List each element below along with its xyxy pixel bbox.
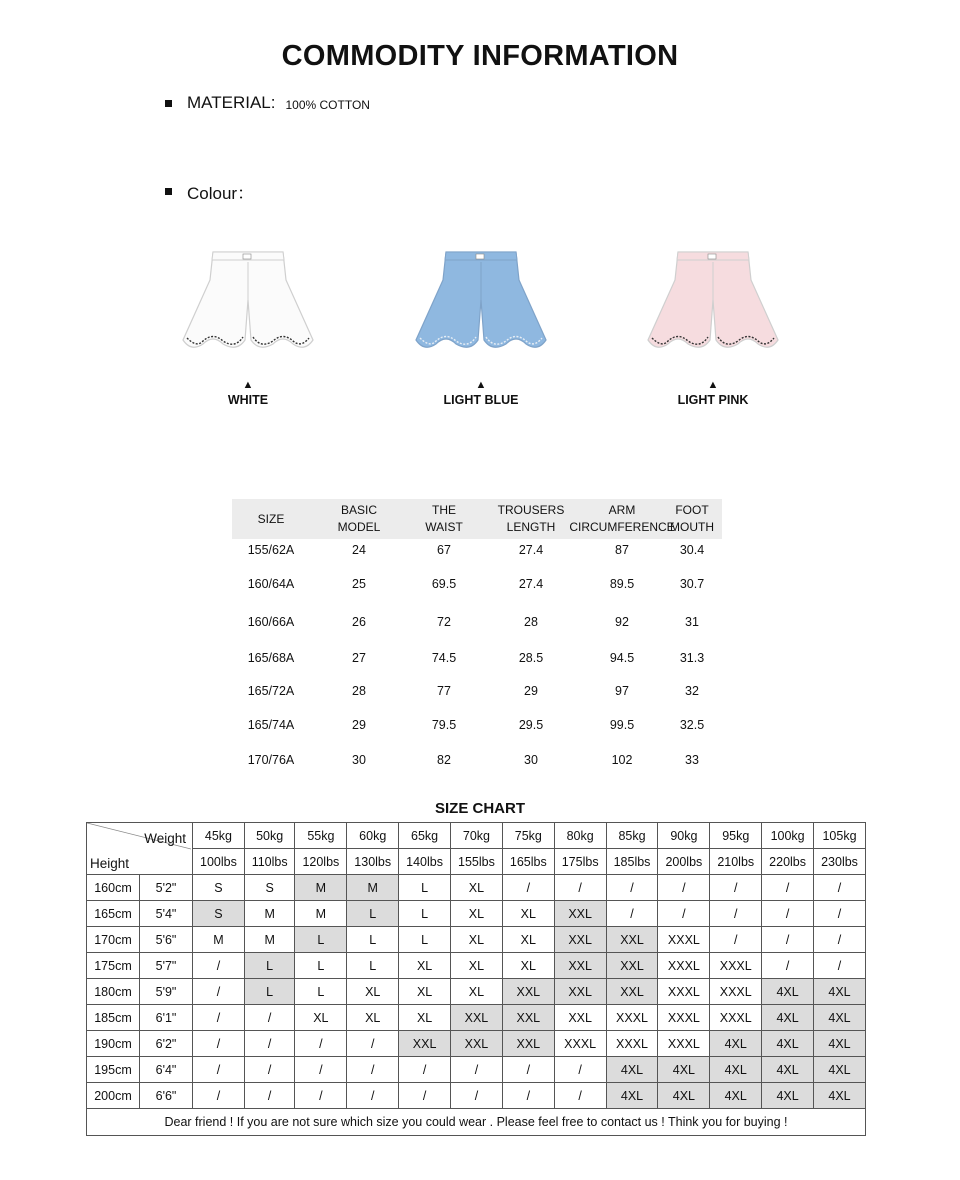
up-arrow-icon: ▲: [242, 379, 254, 391]
size-cell: L: [295, 979, 347, 1005]
height-ft: 6'1": [140, 1005, 193, 1031]
colour-label: Colour：: [187, 184, 255, 203]
size-cell: /: [658, 901, 710, 927]
size-chart: [86, 822, 866, 1136]
material-label: MATERIAL:: [187, 93, 276, 112]
size-cell: XXL: [502, 979, 554, 1005]
size-cell: XL: [347, 1005, 399, 1031]
size-cell: XXXL: [710, 979, 762, 1005]
size-cell: /: [193, 979, 245, 1005]
size-cell: /: [193, 1057, 245, 1083]
size-cell: S: [193, 875, 245, 901]
measurement-cell: 165/68A: [247, 651, 295, 665]
size-cell: XXL: [606, 927, 658, 953]
size-cell: L: [347, 953, 399, 979]
measurement-cell: 31.3: [679, 651, 705, 665]
size-cell: 4XL: [710, 1057, 762, 1083]
measurement-header: [232, 499, 722, 539]
size-cell: XL: [399, 953, 451, 979]
measurement-cell: 27.4: [518, 577, 544, 591]
size-chart-footer: Dear friend ! If you are not sure which size you could wear . Please feel free to contact us ! Think you for buying !: [87, 1109, 866, 1136]
shorts-image: [638, 240, 788, 370]
height-cm: 200cm: [87, 1083, 140, 1109]
weight-kg-header: 45kg: [193, 823, 245, 849]
size-chart-row: [87, 875, 866, 901]
measurement-cell: 31: [685, 615, 699, 629]
size-cell: /: [295, 1031, 347, 1057]
size-cell: 4XL: [814, 979, 866, 1005]
measurement-cell: 99.5: [609, 718, 635, 732]
size-cell: 4XL: [606, 1057, 658, 1083]
size-cell: /: [502, 1083, 554, 1109]
height-ft: 6'6": [140, 1083, 193, 1109]
size-cell: /: [193, 1083, 245, 1109]
measurement-row: [232, 543, 722, 557]
size-cell: 4XL: [762, 979, 814, 1005]
size-cell: XL: [347, 979, 399, 1005]
size-cell: 4XL: [814, 1057, 866, 1083]
height-ft: 6'4": [140, 1057, 193, 1083]
colour-row: [165, 179, 254, 204]
measurement-header-cell: TROUSERS LENGTH: [497, 503, 565, 534]
colour-swatch[interactable]: [396, 240, 566, 407]
measurement-row: [232, 684, 722, 698]
measurement-cell: 29: [352, 718, 366, 732]
size-cell: /: [814, 927, 866, 953]
size-cell: XXXL: [606, 1005, 658, 1031]
size-cell: /: [451, 1057, 503, 1083]
size-cell: XXL: [451, 1005, 503, 1031]
size-cell: L: [347, 901, 399, 927]
measurement-cell: 160/64A: [247, 577, 295, 591]
weight-lbs-header: 120lbs: [295, 849, 347, 875]
size-chart-row: [87, 1031, 866, 1057]
size-chart-kg-row: [87, 823, 866, 849]
measurement-cell: 32: [685, 684, 699, 698]
size-cell: XL: [502, 927, 554, 953]
weight-lbs-header: 200lbs: [658, 849, 710, 875]
measurement-cell: 87: [615, 543, 629, 557]
weight-label: Weight: [144, 831, 186, 846]
height-cm: 190cm: [87, 1031, 140, 1057]
size-cell: /: [762, 953, 814, 979]
weight-height-corner: [87, 823, 193, 875]
up-arrow-icon: ▲: [707, 379, 719, 391]
size-cell: 4XL: [814, 1031, 866, 1057]
measurement-cell: 102: [611, 753, 633, 767]
size-cell: /: [554, 1083, 606, 1109]
size-cell: L: [347, 927, 399, 953]
size-chart-row: [87, 1005, 866, 1031]
weight-kg-header: 75kg: [502, 823, 554, 849]
measurement-cell: 29: [524, 684, 538, 698]
size-cell: XXXL: [710, 1005, 762, 1031]
size-cell: /: [762, 875, 814, 901]
size-chart-title: SIZE CHART: [435, 800, 525, 817]
size-cell: XL: [451, 927, 503, 953]
size-chart-footer-row: [87, 1109, 866, 1136]
measurement-cell: 89.5: [609, 577, 635, 591]
measurement-row: [232, 651, 722, 665]
size-cell: XXXL: [658, 979, 710, 1005]
height-ft: 5'4": [140, 901, 193, 927]
measurement-cell: 165/74A: [247, 718, 295, 732]
size-chart-row: [87, 1057, 866, 1083]
size-cell: /: [451, 1083, 503, 1109]
height-cm: 175cm: [87, 953, 140, 979]
size-cell: XXL: [554, 1005, 606, 1031]
bullet-icon: [165, 188, 172, 195]
size-cell: XL: [451, 875, 503, 901]
size-cell: /: [554, 875, 606, 901]
height-cm: 170cm: [87, 927, 140, 953]
weight-lbs-header: 230lbs: [814, 849, 866, 875]
height-cm: 165cm: [87, 901, 140, 927]
measurement-cell: 30.7: [679, 577, 705, 591]
size-cell: XXL: [451, 1031, 503, 1057]
size-chart-row: [87, 901, 866, 927]
up-arrow-icon: ▲: [475, 379, 487, 391]
measurement-cell: 170/76A: [247, 753, 295, 767]
size-cell: XL: [295, 1005, 347, 1031]
size-cell: /: [347, 1057, 399, 1083]
shorts-image: [406, 240, 556, 370]
size-cell: /: [193, 1005, 245, 1031]
size-cell: XL: [399, 1005, 451, 1031]
measurement-cell: 69.5: [431, 577, 457, 591]
size-cell: /: [193, 1031, 245, 1057]
size-cell: XXXL: [606, 1031, 658, 1057]
size-cell: XL: [451, 979, 503, 1005]
size-cell: XXL: [399, 1031, 451, 1057]
size-cell: XL: [502, 901, 554, 927]
size-cell: 4XL: [762, 1005, 814, 1031]
size-cell: /: [814, 953, 866, 979]
size-cell: 4XL: [606, 1083, 658, 1109]
size-cell: 4XL: [658, 1057, 710, 1083]
size-cell: XXL: [554, 901, 606, 927]
shorts-image: [173, 240, 323, 370]
size-chart-row: [87, 953, 866, 979]
measurement-cell: 74.5: [431, 651, 457, 665]
size-cell: 4XL: [710, 1031, 762, 1057]
size-cell: XXL: [554, 953, 606, 979]
size-cell: 4XL: [710, 1083, 762, 1109]
weight-lbs-header: 110lbs: [244, 849, 295, 875]
measurement-table: [232, 499, 722, 767]
measurement-cell: 77: [437, 684, 451, 698]
size-cell: XXL: [554, 927, 606, 953]
measurement-cell: 27: [352, 651, 366, 665]
height-ft: 5'6": [140, 927, 193, 953]
size-cell: /: [244, 1031, 295, 1057]
weight-kg-header: 50kg: [244, 823, 295, 849]
measurement-cell: 160/66A: [247, 615, 295, 629]
measurement-row: [232, 577, 722, 591]
measurement-row: [232, 615, 722, 629]
size-cell: /: [244, 1057, 295, 1083]
weight-lbs-header: 100lbs: [193, 849, 245, 875]
size-cell: XL: [451, 953, 503, 979]
size-cell: M: [347, 875, 399, 901]
weight-kg-header: 95kg: [710, 823, 762, 849]
height-cm: 185cm: [87, 1005, 140, 1031]
size-cell: S: [244, 875, 295, 901]
size-cell: /: [295, 1057, 347, 1083]
weight-lbs-header: 210lbs: [710, 849, 762, 875]
weight-lbs-header: 220lbs: [762, 849, 814, 875]
size-cell: S: [193, 901, 245, 927]
size-cell: /: [193, 953, 245, 979]
size-cell: XXXL: [710, 953, 762, 979]
size-cell: L: [244, 953, 295, 979]
size-cell: M: [244, 927, 295, 953]
measurement-cell: 24: [352, 543, 366, 557]
size-cell: L: [399, 927, 451, 953]
weight-kg-header: 65kg: [399, 823, 451, 849]
measurement-cell: 92: [615, 615, 629, 629]
measurement-cell: 165/72A: [247, 684, 295, 698]
colour-swatch[interactable]: [628, 240, 798, 407]
size-cell: /: [658, 875, 710, 901]
height-label: Height: [90, 856, 130, 871]
measurement-row: [232, 718, 722, 732]
colour-swatch[interactable]: [163, 240, 333, 407]
size-cell: 4XL: [814, 1005, 866, 1031]
size-cell: /: [347, 1031, 399, 1057]
measurement-cell: 25: [352, 577, 366, 591]
size-cell: XXL: [502, 1031, 554, 1057]
weight-kg-header: 80kg: [554, 823, 606, 849]
size-cell: /: [606, 875, 658, 901]
size-cell: M: [295, 875, 347, 901]
size-cell: M: [193, 927, 245, 953]
measurement-cell: 32.5: [679, 718, 705, 732]
weight-kg-header: 90kg: [658, 823, 710, 849]
colour-name: LIGHT PINK: [677, 393, 749, 407]
size-cell: 4XL: [762, 1083, 814, 1109]
size-cell: /: [502, 875, 554, 901]
size-cell: XXXL: [554, 1031, 606, 1057]
measurement-header-cell: BASIC MODEL: [337, 503, 381, 534]
measurement-cell: 28: [352, 684, 366, 698]
measurement-cell: 33: [685, 753, 699, 767]
weight-lbs-header: 155lbs: [451, 849, 503, 875]
height-cm: 195cm: [87, 1057, 140, 1083]
measurement-header-cell: THE WAIST: [425, 503, 463, 534]
measurement-cell: 97: [615, 684, 629, 698]
size-cell: XL: [399, 979, 451, 1005]
weight-kg-header: 60kg: [347, 823, 399, 849]
size-cell: /: [502, 1057, 554, 1083]
measurement-cell: 82: [437, 753, 451, 767]
size-cell: /: [606, 901, 658, 927]
colour-name: LIGHT BLUE: [443, 393, 519, 407]
size-chart-row: [87, 1083, 866, 1109]
weight-kg-header: 85kg: [606, 823, 658, 849]
measurement-cell: 30: [352, 753, 366, 767]
weight-kg-header: 70kg: [451, 823, 503, 849]
size-cell: /: [762, 927, 814, 953]
size-cell: XL: [451, 901, 503, 927]
size-cell: M: [244, 901, 295, 927]
measurement-cell: 30.4: [679, 543, 705, 557]
height-cm: 160cm: [87, 875, 140, 901]
measurement-cell: 72: [437, 615, 451, 629]
measurement-row: [232, 753, 722, 767]
size-cell: /: [244, 1005, 295, 1031]
measurement-cell: 29.5: [518, 718, 544, 732]
weight-lbs-header: 185lbs: [606, 849, 658, 875]
size-cell: 4XL: [762, 1057, 814, 1083]
height-ft: 5'2": [140, 875, 193, 901]
measurement-cell: 27.4: [518, 543, 544, 557]
size-cell: /: [814, 901, 866, 927]
measurement-cell: 28.5: [518, 651, 544, 665]
weight-kg-header: 105kg: [814, 823, 866, 849]
measurement-cell: 26: [352, 615, 366, 629]
measurement-cell: 79.5: [431, 718, 457, 732]
measurement-cell: 28: [524, 615, 538, 629]
height-ft: 5'9": [140, 979, 193, 1005]
size-cell: XXL: [502, 1005, 554, 1031]
size-chart-row: [87, 979, 866, 1005]
size-cell: /: [710, 875, 762, 901]
size-cell: XXXL: [658, 953, 710, 979]
weight-lbs-header: 165lbs: [502, 849, 554, 875]
measurement-cell: 94.5: [609, 651, 635, 665]
size-cell: /: [295, 1083, 347, 1109]
weight-lbs-header: 140lbs: [399, 849, 451, 875]
size-cell: XL: [502, 953, 554, 979]
measurement-cell: 67: [437, 543, 451, 557]
size-cell: L: [295, 953, 347, 979]
size-cell: 4XL: [658, 1083, 710, 1109]
size-chart-lbs-row: [87, 849, 866, 875]
size-cell: XXL: [554, 979, 606, 1005]
material-value: 100% COTTON: [285, 97, 370, 112]
size-cell: /: [554, 1057, 606, 1083]
height-ft: 6'2": [140, 1031, 193, 1057]
size-cell: XXL: [606, 979, 658, 1005]
size-cell: XXXL: [658, 1031, 710, 1057]
size-cell: 4XL: [814, 1083, 866, 1109]
size-cell: /: [244, 1083, 295, 1109]
size-cell: XXXL: [658, 927, 710, 953]
height-ft: 5'7": [140, 953, 193, 979]
page-title: COMMODITY INFORMATION: [281, 40, 679, 72]
weight-kg-header: 55kg: [295, 823, 347, 849]
measurement-header-cell: ARM CIRCUMFERENCE: [569, 503, 675, 534]
size-cell: /: [399, 1057, 451, 1083]
size-cell: /: [399, 1083, 451, 1109]
measurement-cell: 30: [524, 753, 538, 767]
bullet-icon: [165, 100, 172, 107]
weight-lbs-header: 130lbs: [347, 849, 399, 875]
size-cell: /: [814, 875, 866, 901]
size-cell: L: [399, 875, 451, 901]
size-cell: XXXL: [658, 1005, 710, 1031]
size-cell: XXL: [606, 953, 658, 979]
size-chart-row: [87, 927, 866, 953]
size-cell: L: [295, 927, 347, 953]
size-cell: /: [710, 901, 762, 927]
weight-kg-header: 100kg: [762, 823, 814, 849]
size-cell: /: [347, 1083, 399, 1109]
material-row: [165, 93, 370, 113]
size-cell: L: [244, 979, 295, 1005]
measurement-header-cell: FOOT MOUTH: [670, 503, 714, 534]
measurement-header-cell: SIZE: [257, 511, 285, 526]
size-cell: /: [762, 901, 814, 927]
size-cell: /: [710, 927, 762, 953]
size-cell: M: [295, 901, 347, 927]
weight-lbs-header: 175lbs: [554, 849, 606, 875]
size-cell: 4XL: [762, 1031, 814, 1057]
height-cm: 180cm: [87, 979, 140, 1005]
measurement-cell: 155/62A: [247, 543, 295, 557]
colour-name: WHITE: [227, 393, 269, 407]
size-cell: L: [399, 901, 451, 927]
